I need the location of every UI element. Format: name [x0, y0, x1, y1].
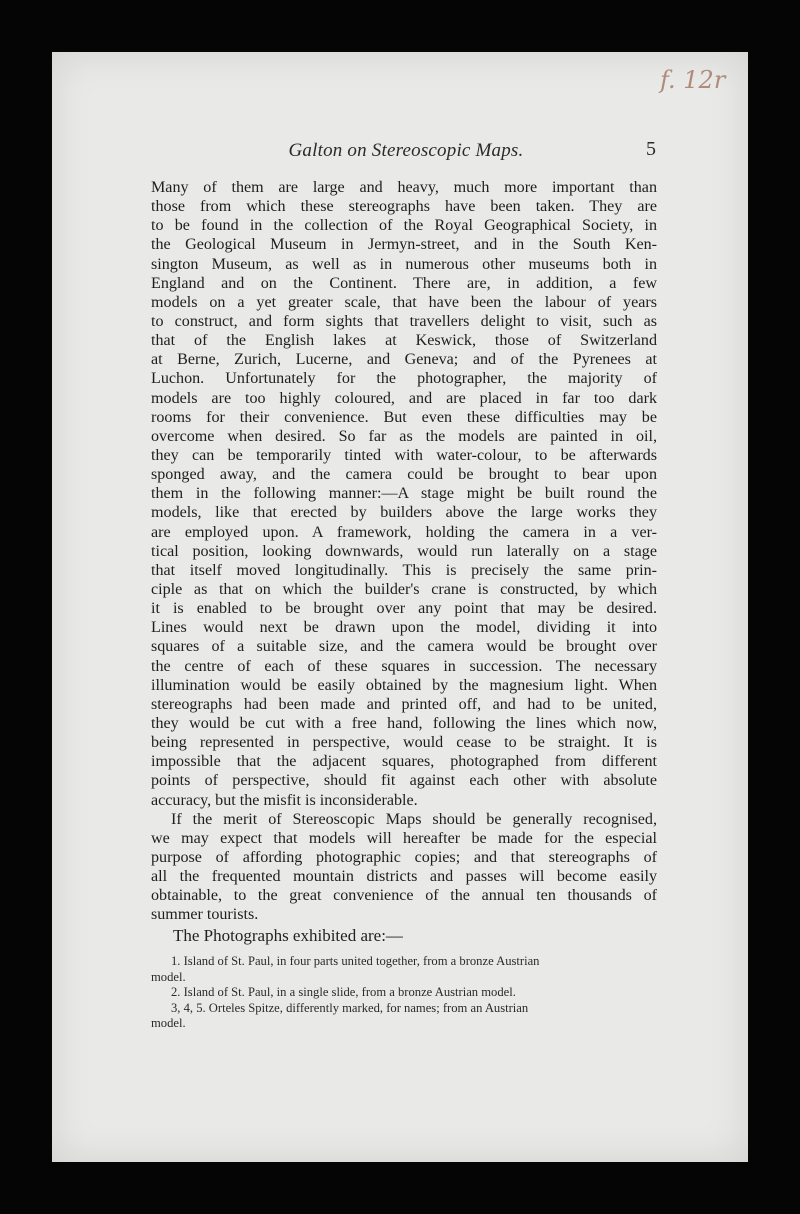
list-item-text: 1. Island of St. Paul, in four parts united together, from a bronze Austrian — [171, 954, 540, 968]
text-line: the Geological Museum in Jermyn-street, and in the South Ken- — [151, 236, 657, 254]
text-line: accuracy, but the misfit is inconsiderable. — [151, 791, 418, 809]
header-title: Galton on Stereoscopic Maps. — [288, 140, 524, 161]
text-line: we may expect that models will hereafter be made for the especial — [151, 829, 657, 847]
list-item-continuation: model. — [151, 1016, 186, 1031]
text-line: overcome when desired. So far as the models are painted in oil, — [151, 427, 657, 445]
photograph-list — [151, 954, 657, 1032]
text-line: tical position, looking downwards, would run laterally on a stage — [151, 542, 657, 560]
page-number: 5 — [646, 138, 656, 160]
text-line: rooms for their convenience. But even these difficulties may be — [151, 408, 657, 426]
text-line: at Berne, Zurich, Lucerne, and Geneva; and of the Pyrenees at — [151, 351, 657, 369]
list-item — [151, 1001, 657, 1032]
text-line: models are too highly coloured, and are placed in far too dark — [151, 389, 657, 407]
text-line: summer tourists. — [151, 906, 259, 924]
text-line: sponged away, and the camera could be brought to bear upon — [151, 466, 657, 484]
text-line: squares of a suitable size, and the camera would be brought over — [151, 638, 657, 656]
text-line: those from which these stereographs have been taken. They are — [151, 198, 657, 216]
text-line: to construct, and form sights that travellers delight to visit, such as — [151, 312, 657, 330]
text-line: they can be temporarily tinted with water-colour, to be afterwards — [151, 446, 657, 464]
text-line: the centre of each of these squares in succession. The necessary — [151, 657, 657, 675]
list-item-text: 2. Island of St. Paul, in a single slide, from a bronze Austrian model. — [171, 985, 516, 1000]
text-line: If the merit of Stereoscopic Maps should be generally recognised, — [171, 810, 657, 828]
folio-annotation: f. 12r — [660, 66, 726, 94]
text-line: to be found in the collection of the Royal Geographical Society, in — [151, 217, 657, 235]
list-item — [151, 954, 657, 985]
text-line: obtainable, to the great convenience of the annual ten thousands of — [151, 887, 657, 905]
section-heading: The Photographs exhibited are:— — [173, 926, 403, 945]
text-line: Luchon. Unfortunately for the photographer, the majority of — [151, 370, 657, 388]
running-header — [150, 138, 662, 164]
text-line: that itself moved longitudinally. This is precisely the same prin- — [151, 561, 657, 579]
text-line: stereographs had been made and printed off, and had to be united, — [151, 695, 657, 713]
text-line: ciple as that on which the builder's crane is constructed, by which — [151, 580, 657, 598]
text-line: England and on the Continent. There are, in addition, a few — [151, 274, 657, 292]
text-line: purpose of affording photographic copies; and that stereographs of — [151, 848, 657, 866]
body-text — [151, 178, 657, 924]
text-line: they would be cut with a free hand, following the lines which now, — [151, 714, 657, 732]
text-line: all the frequented mountain districts and passes will become easily — [151, 868, 657, 886]
list-item-continuation: model. — [151, 969, 186, 984]
list-item — [151, 985, 657, 1001]
text-line: models, like that erected by builders above the large works they — [151, 504, 657, 522]
text-line: illumination would be easily obtained by the magnesium light. When — [151, 676, 657, 694]
text-line: Many of them are large and heavy, much more important than — [151, 179, 657, 196]
text-line: being represented in perspective, would cease to be straight. It is — [151, 734, 657, 752]
text-line: sington Museum, as well as in numerous other museums both in — [151, 255, 657, 273]
text-line: impossible that the adjacent squares, photographed from different — [151, 753, 657, 771]
list-item-text: 3, 4, 5. Orteles Spitze, differently marked, for names; from an Austrian — [171, 1000, 529, 1015]
text-line: models on a yet greater scale, that have been the labour of years — [151, 293, 657, 311]
text-line: points of perspective, should fit against each other with absolute — [151, 772, 657, 790]
text-line: them in the following manner:—A stage might be built round the — [151, 485, 657, 503]
text-line: that of the English lakes at Keswick, those of Switzerland — [151, 332, 657, 350]
text-line: are employed upon. A framework, holding the camera in a ver- — [151, 523, 657, 541]
text-line: it is enabled to be brought over any point that may be desired. — [151, 600, 657, 618]
text-line: Lines would next be drawn upon the model, dividing it into — [151, 619, 657, 637]
